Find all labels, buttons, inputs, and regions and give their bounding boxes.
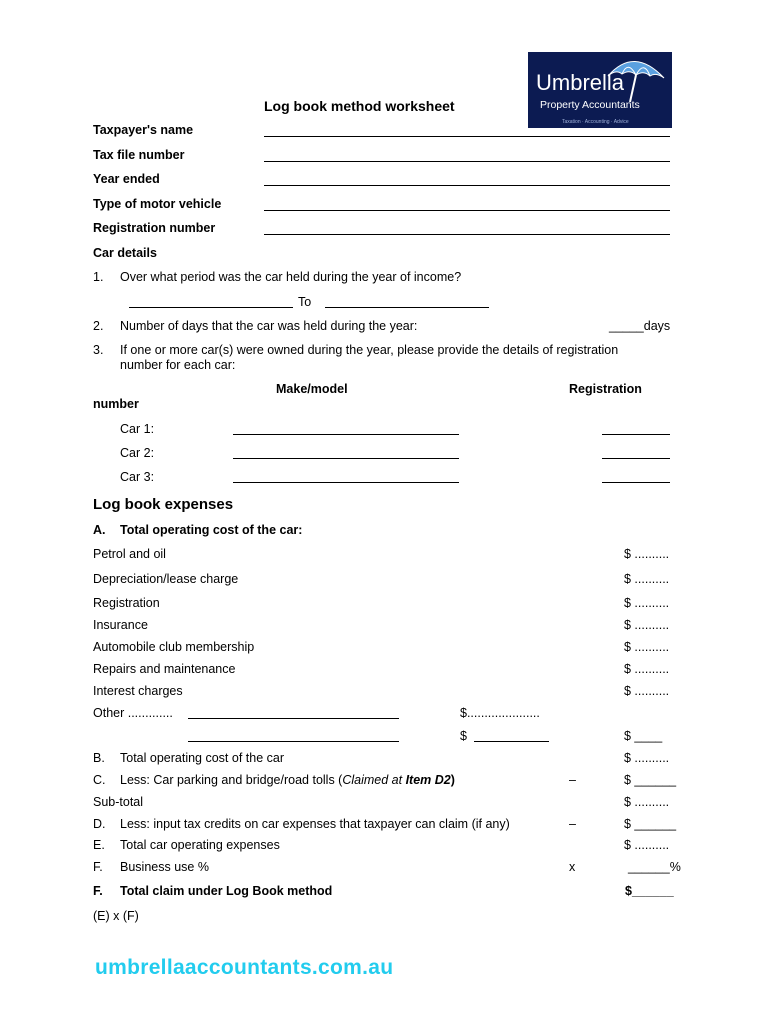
summary-c-text: Less: Car parking and bridge/road tolls (Claimed at Item D2) [120,773,455,787]
footer-website-link[interactable]: umbrellaaccountants.com.au [95,956,394,979]
car-2-make-model-field[interactable] [233,458,459,459]
logo-subtitle: Property Accountants [540,99,640,111]
column-header-number: number [93,397,139,411]
field-label-tax-file-number: Tax file number [93,148,185,162]
summary-b-amount[interactable]: $ .......... [624,751,670,765]
expense-amount-interest[interactable]: $ .......... [624,684,670,698]
expenses-heading: Log book expenses [93,496,234,513]
expense-label-repairs: Repairs and maintenance [93,662,236,676]
summary-d-operator: – [569,817,576,831]
car-2-label: Car 2: [120,446,155,460]
tax-file-number-field[interactable] [264,161,670,162]
expense-label-insurance: Insurance [93,618,148,632]
expense-label-registration: Registration [93,596,160,610]
summary-c-number: C. [93,773,106,787]
period-to-label: To [298,295,312,309]
section-a-text: Total operating cost of the car: [120,523,303,537]
expense-amount-insurance[interactable]: $ .......... [624,618,670,632]
vehicle-type-field[interactable] [264,210,670,211]
page-title: Log book method worksheet [264,98,455,114]
expense-amount-depreciation[interactable]: $ .......... [624,572,670,586]
logo-name: Umbrella [536,70,625,95]
field-label-vehicle-type: Type of motor vehicle [93,197,222,211]
summary-f-number: F. [93,860,103,874]
period-to-field[interactable] [325,307,489,308]
expense-amount-petrol[interactable]: $ .......... [624,547,670,561]
car-3-registration-field[interactable] [602,482,670,483]
summary-c-amount[interactable]: $ ______ [624,773,677,787]
other-total-amount[interactable]: $ ____ [624,729,663,743]
summary-subtotal-text: Sub-total [93,795,144,809]
car-1-make-model-field[interactable] [233,434,459,435]
expense-amount-automobile-club[interactable]: $ .......... [624,640,670,654]
car-1-registration-field[interactable] [602,434,670,435]
summary-e-amount[interactable]: $ .......... [624,838,670,852]
question-1-number: 1. [93,270,104,284]
other-amount-1[interactable]: $..................... [460,706,540,720]
total-claim-amount[interactable]: $______ [625,884,674,898]
other-amount-2-field[interactable] [474,741,549,742]
section-a-number: A. [93,523,106,537]
expense-label-interest: Interest charges [93,684,183,698]
summary-f-text: Business use % [120,860,209,874]
car-1-label: Car 1: [120,422,155,436]
question-3-text-line1: If one or more car(s) were owned during the year, please provide the details of registration [120,343,619,357]
summary-d-text: Less: input tax credits on car expenses that taxpayer can claim (if any) [120,817,510,831]
summary-e-text: Total car operating expenses [120,838,280,852]
summary-f-operator: x [569,860,576,874]
total-claim-number: F. [93,884,103,898]
expense-label-other: Other ............. [93,706,173,720]
summary-c-operator: – [569,773,576,787]
car-3-make-model-field[interactable] [233,482,459,483]
other-description-field-2[interactable] [188,741,399,742]
total-claim-text: Total claim under Log Book method [120,884,333,898]
expense-label-automobile-club: Automobile club membership [93,640,255,654]
expense-amount-registration[interactable]: $ .......... [624,596,670,610]
days-field[interactable]: _____days [609,319,671,333]
other-description-field-1[interactable] [188,718,399,719]
summary-e-number: E. [93,838,105,852]
car-2-registration-field[interactable] [602,458,670,459]
question-1-text: Over what period was the car held during the year of income? [120,270,462,284]
summary-d-number: D. [93,817,106,831]
expense-label-petrol: Petrol and oil [93,547,166,561]
question-3-number: 3. [93,343,104,357]
period-from-field[interactable] [129,307,293,308]
expense-label-depreciation: Depreciation/lease charge [93,572,239,586]
column-header-make-model: Make/model [276,382,348,396]
summary-subtotal-amount[interactable]: $ .......... [624,795,670,809]
field-label-registration-number: Registration number [93,221,216,235]
question-2-text: Number of days that the car was held during the year: [120,319,418,333]
expense-amount-repairs[interactable]: $ .......... [624,662,670,676]
column-header-registration: Registration [569,382,642,396]
field-label-year-ended: Year ended [93,172,160,186]
company-logo [528,52,672,128]
year-ended-field[interactable] [264,185,670,186]
summary-b-number: B. [93,751,105,765]
question-3-text-line2: number for each car: [120,358,236,372]
registration-number-field[interactable] [264,234,670,235]
logo-tagline: Taxation · Accounting · Advice [562,119,629,125]
business-use-percent-field[interactable]: ______% [628,860,681,874]
summary-b-text: Total operating cost of the car [120,751,284,765]
taxpayer-name-field[interactable] [264,136,670,137]
field-label-taxpayer-name: Taxpayer's name [93,123,194,137]
car-details-heading: Car details [93,246,157,260]
formula-text: (E) x (F) [93,909,139,923]
summary-d-amount[interactable]: $ ______ [624,817,677,831]
other-dollar-sign: $ [460,729,467,743]
question-2-number: 2. [93,319,104,333]
car-3-label: Car 3: [120,470,155,484]
